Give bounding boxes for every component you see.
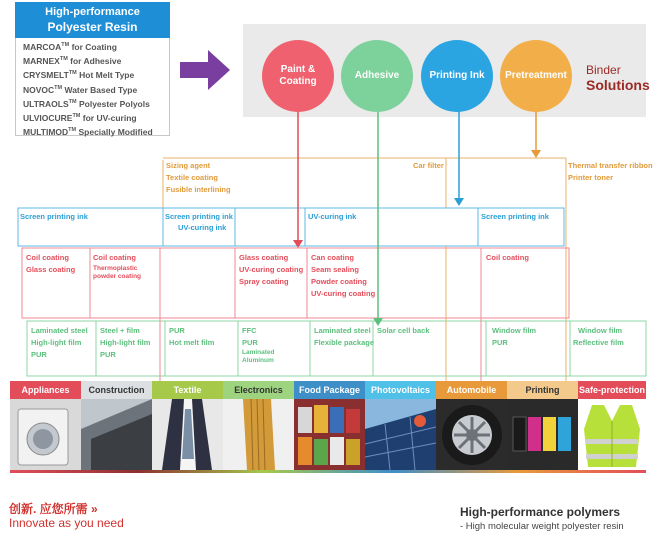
label-high-light-film: High-light film	[100, 338, 151, 347]
bubble-adhesive: Adhesive	[341, 40, 413, 112]
label-coil-coating: Coil coating	[486, 253, 529, 262]
category-printing: Printing	[507, 381, 578, 399]
binder-label: Binder	[586, 63, 621, 77]
label-ffc: FFC	[242, 326, 257, 335]
label-pur: PUR	[492, 338, 508, 347]
label-pur: PUR	[169, 326, 185, 335]
bottom-color-bar	[10, 470, 646, 473]
label-laminated-steel: Laminated steel	[31, 326, 88, 335]
binder-solutions-title	[586, 64, 650, 94]
label-screen-printing-ink: Screen printing ink	[165, 212, 233, 221]
printing-image	[507, 399, 578, 470]
label-laminated: Laminated	[242, 349, 275, 356]
label-printer-toner: Printer toner	[568, 173, 614, 182]
label-glass-coating: Glass coating	[26, 265, 76, 274]
label-textile-coating: Textile coating	[166, 173, 218, 182]
bubble-paint-coating: Paint & Coating	[262, 40, 334, 112]
label-hot-melt-film: Hot melt film	[169, 338, 215, 347]
label-uv-curing-ink: UV-curing ink	[178, 223, 227, 232]
product-header-line1: High-performance	[45, 6, 140, 18]
solutions-label: Solutions	[586, 77, 650, 93]
label-coil-coating: Coil coating	[26, 253, 69, 262]
label-flexible-package: Flexible package	[314, 338, 375, 347]
label-screen-printing-ink: Screen printing ink	[20, 212, 88, 221]
label-fusible-interlining: Fusible interlining	[166, 185, 231, 194]
product-item: NOVOC™ Water Based Type	[23, 84, 138, 95]
label-screen-printing-ink: Screen printing ink	[481, 212, 549, 221]
footer-title: High-performance polymers	[460, 505, 621, 519]
photovoltaics-image	[365, 399, 436, 470]
category-appliances: Appliances	[10, 381, 81, 399]
label-glass-coating: Glass coating	[239, 253, 289, 262]
product-item: MARNEX™ for Adhesive	[23, 56, 122, 67]
label-window-film: Window film	[578, 326, 623, 335]
label-aluminum: Aluminum	[242, 357, 274, 364]
product-item: MULTIMOD™ Specially Modified	[23, 126, 153, 137]
appliances-image	[10, 399, 81, 470]
label-laminated-steel: Laminated steel	[314, 326, 371, 335]
safe-protection-image	[578, 399, 646, 470]
label-pur: PUR	[242, 338, 258, 347]
label-pur: PUR	[100, 350, 116, 359]
bubble-printing-ink: Printing Ink	[421, 40, 493, 112]
food-package-image	[294, 399, 365, 470]
product-item: MARCOA™ for Coating	[23, 41, 117, 52]
category-safe-protection: Safe-protection	[578, 381, 646, 399]
textile-image	[152, 399, 223, 470]
category-food-package: Food Package	[294, 381, 365, 399]
double-chevron-icon: »	[91, 502, 98, 516]
label-high-light-film: High-light film	[31, 338, 82, 347]
construction-image	[81, 399, 152, 470]
electronics-image	[223, 399, 294, 470]
label-thermoplastic: Thermoplastic	[93, 265, 138, 272]
label-spray-coating: Spray coating	[239, 277, 289, 286]
label-sizing-agent: Sizing agent	[166, 161, 211, 170]
automobile-image	[436, 399, 507, 470]
label-window-film: Window film	[492, 326, 537, 335]
label-uv-curing-coating: UV-curing coating	[311, 289, 376, 298]
label-coil-coating: Coil coating	[93, 253, 136, 262]
label-powder-coating: powder coating	[93, 273, 142, 280]
label-can-coating: Can coating	[311, 253, 354, 262]
label-solar-cell-back: Solar cell back	[377, 326, 430, 335]
slogan-chinese	[9, 500, 98, 517]
label-thermal-transfer-ribbon: Thermal transfer ribbon	[568, 161, 653, 170]
label-uv-curing-ink: UV-curing ink	[308, 212, 357, 221]
category-photovoltaics: Photovoltaics	[365, 381, 436, 399]
category-construction: Construction	[81, 381, 152, 399]
label-powder-coating: Powder coating	[311, 277, 367, 286]
label-uv-curing-coating: UV-curing coating	[239, 265, 304, 274]
product-item: CRYSMELT™ Hot Melt Type	[23, 70, 135, 81]
product-header-line2: Polyester Resin	[47, 20, 138, 34]
product-item: ULVIOCURE™ for UV-curing	[23, 112, 137, 123]
label-steel-film: Steel + film	[100, 326, 140, 335]
slogan-chinese-text: 创新. 应您所需	[9, 502, 88, 516]
label-reflective-film: Reflective film	[573, 338, 624, 347]
label-car-filter: Car filter	[413, 161, 444, 170]
label-pur: PUR	[31, 350, 47, 359]
category-electronics: Electronics	[223, 381, 294, 399]
footer-subtitle: - High molecular weight polyester resin	[460, 521, 624, 532]
category-automobile: Automobile	[436, 381, 507, 399]
label-seam-sealing: Seam sealing	[311, 265, 359, 274]
bubble-pretreatment: Pretreatment	[500, 40, 572, 112]
slogan-english: Innovate as you need	[9, 516, 124, 530]
product-item: ULTRAOLS™ Polyester Polyols	[23, 98, 150, 109]
category-textile: Textile	[152, 381, 223, 399]
